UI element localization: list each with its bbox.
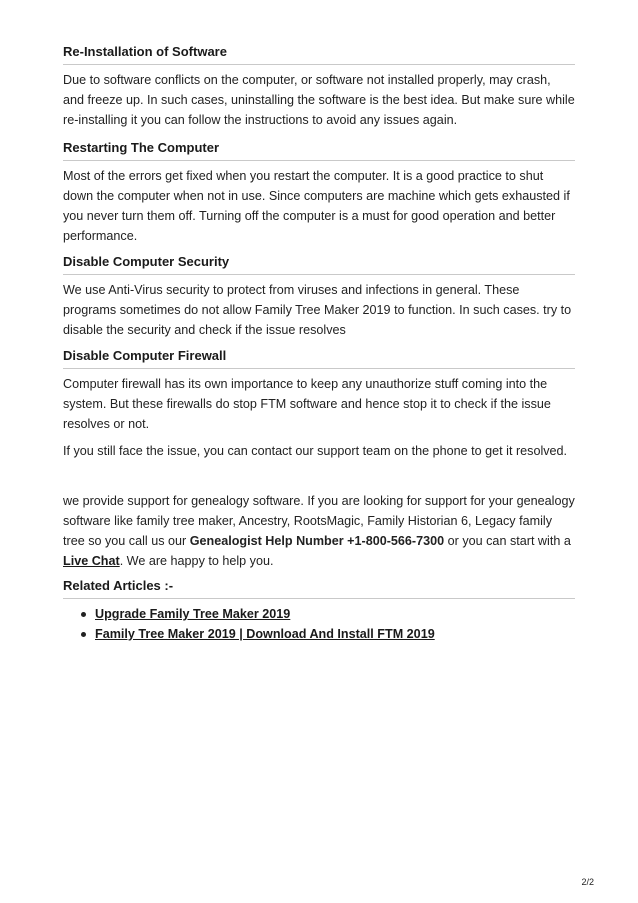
contact-text-middle: or you can start with a (444, 534, 571, 548)
section-body: Due to software conflicts on the computer, or software not installed properly, may crash, and freeze up. In such cases, uninstalling the software is the best idea. But make sure while re-installing it you can follow the instructions to avoid any issues again. (63, 73, 575, 127)
list-item (63, 604, 575, 624)
related-heading: Related Articles :- (63, 577, 575, 599)
closing-paragraph-contact (63, 491, 575, 571)
section-heading: Disable Computer Security (63, 253, 575, 275)
help-number: Genealogist Help Number +1-800-566-7300 (189, 534, 445, 548)
related-articles-list (63, 604, 575, 644)
section-body: Computer firewall has its own importance to keep any unauthorize stuff coming into the system. But these firewalls do stop FTM software and hence stop it to check if the issue resolves or not. (63, 377, 551, 431)
related-article-link-upgrade[interactable]: Upgrade Family Tree Maker 2019 (95, 607, 291, 621)
section-heading: Restarting The Computer (63, 139, 575, 161)
section-body: We use Anti-Virus security to protect from viruses and infections in general. These programs sometimes do not allow Family Tree Maker 2019 to function. In such cases. try to disable the security and check if the issue resolves (63, 283, 572, 337)
section-heading: Disable Computer Firewall (63, 347, 575, 369)
list-item (63, 624, 575, 644)
contact-text-end: . We are happy to help you. (119, 554, 274, 568)
section-body: Most of the errors get fixed when you restart the computer. It is a good practice to shut down the computer when not in use. Since computers are machine which gets exhausted if you never turn them off. Turning off the computer is a must for good operation and better performance. (63, 169, 570, 243)
contact-text-start: we provide support for genealogy software. If you are looking for support for your genealogy software like family tree maker, Ancestry, RootsMagic, Family Historian 6, Legacy family tree so you call us our (63, 494, 575, 548)
page-number: 2/2 (581, 877, 594, 887)
live-chat-link[interactable]: Live Chat (63, 554, 120, 568)
related-article-link-download[interactable]: Family Tree Maker 2019 | Download And Install FTM 2019 (95, 627, 435, 641)
closing-paragraph-support: If you still face the issue, you can contact our support team on the phone to get it resolved. (63, 444, 568, 458)
bullet-icon (81, 612, 86, 617)
section-heading: Re-Installation of Software (63, 43, 575, 65)
bullet-icon (81, 632, 86, 637)
